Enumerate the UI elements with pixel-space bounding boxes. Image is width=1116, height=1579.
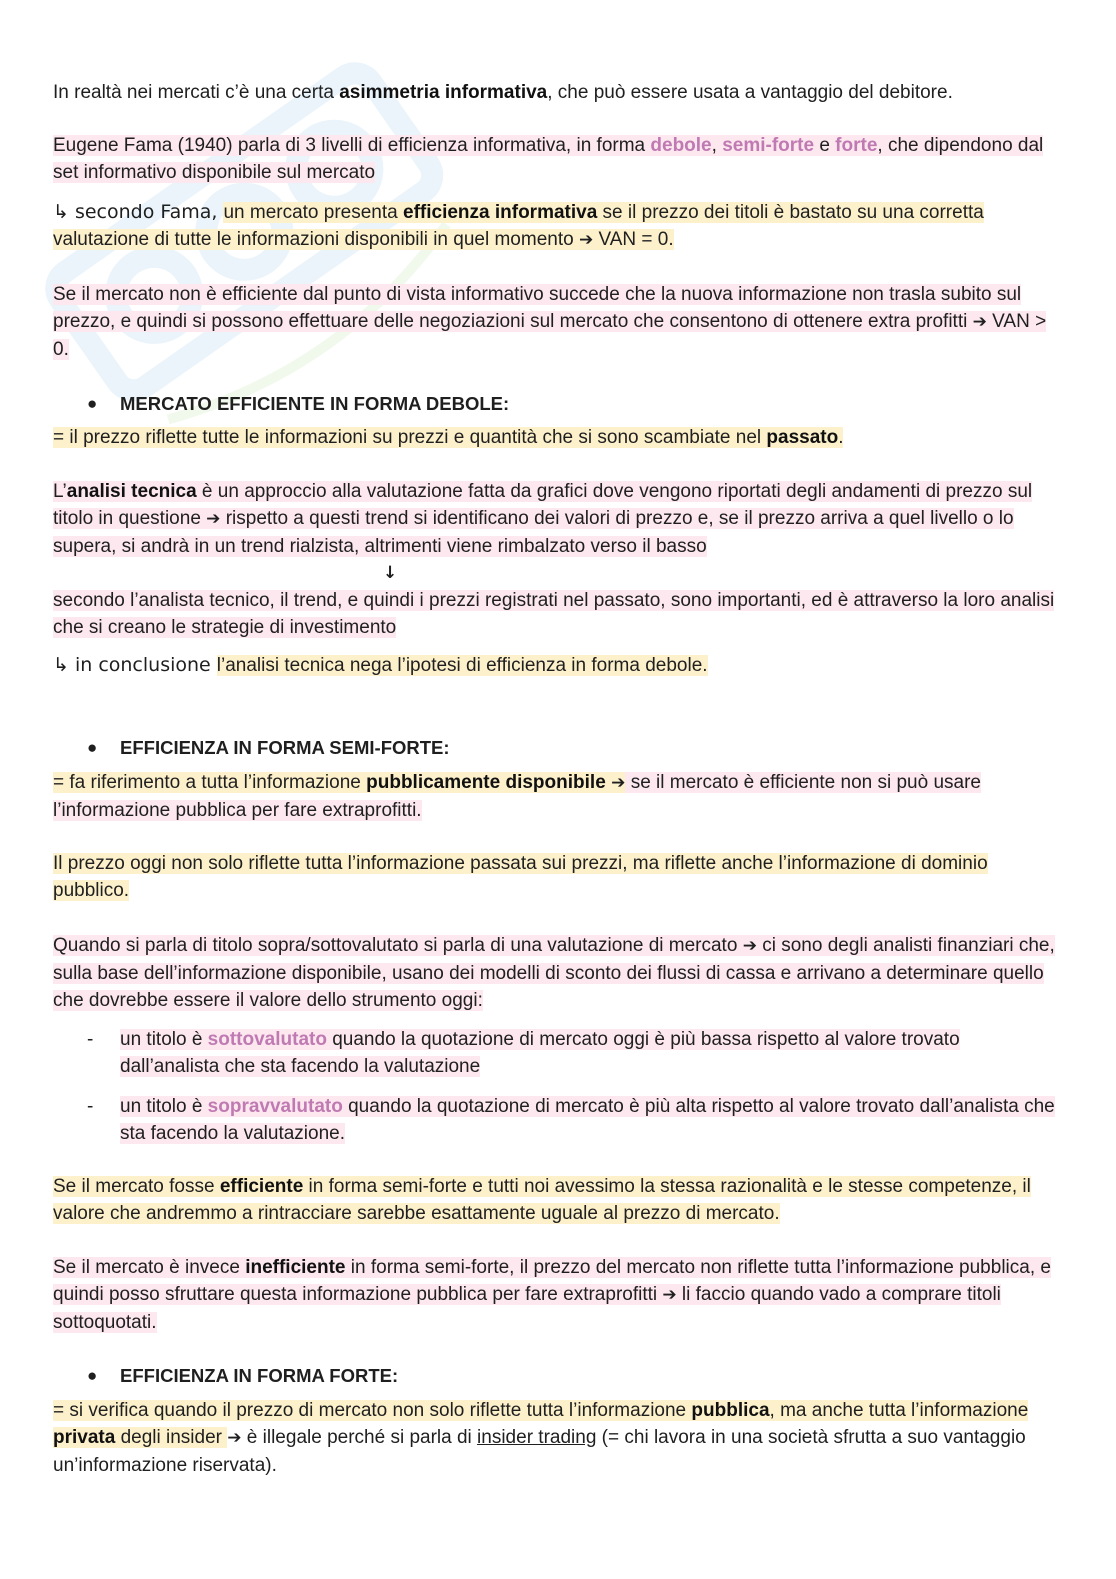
- down-arrow-icon: ↓: [383, 563, 398, 583]
- lead-arrow-text: ↳ secondo Fama,: [53, 201, 224, 223]
- heading-semi-strong-form: [87, 734, 450, 761]
- paragraph-weak-form-definition: [53, 424, 1065, 451]
- paragraph-conclusion: [53, 652, 1065, 679]
- heading-strong-form: [87, 1362, 399, 1389]
- keyword-sopravvalutato: sopravvalutato: [207, 1096, 343, 1117]
- text: Se il mercato è invece: [53, 1257, 246, 1278]
- bold-term: passato: [766, 427, 839, 448]
- text: L’: [53, 481, 67, 502]
- text: .: [838, 427, 844, 448]
- heading-text: EFFICIENZA IN FORMA SEMI-FORTE:: [120, 737, 450, 758]
- paragraph-inefficient-semi-strong: [53, 1254, 1065, 1336]
- bold-term: pubblicamente disponibile: [366, 772, 606, 793]
- keyword-debole: debole: [650, 135, 712, 156]
- bullet-icon: ●: [87, 1366, 98, 1385]
- text: è un approccio alla valutazione fatta da grafici dove vengono riportati degli andamenti di prezzo sul titolo in questione: [53, 481, 1033, 529]
- text: ,: [711, 135, 723, 156]
- text: Quando si parla di titolo sopra/sottovalutato si parla di una valutazione di mercato: [53, 935, 743, 956]
- text: (= chi lavora in una società sfrutta a suo vantaggio un’informazione riservata).: [53, 1427, 1026, 1476]
- keyword-semi-forte: semi-forte: [722, 135, 815, 156]
- text: , che può essere usata a vantaggio del debitore.: [547, 82, 953, 103]
- text: Il prezzo oggi non solo riflette tutta l’informazione passata sui prezzi, ma riflette anche l’informazione di dominio pubblico.: [53, 853, 988, 901]
- bullet-icon: ●: [87, 394, 98, 413]
- paragraph-strong-form-definition: [53, 1397, 1065, 1479]
- text: quando la quotazione di mercato è più alta rispetto al valore trovato dall’analista che sta facendo la valutazione.: [120, 1096, 1055, 1144]
- bold-term: pubblica: [691, 1400, 770, 1421]
- keyword-sottovalutato: sottovalutato: [207, 1029, 327, 1050]
- text: Se il mercato fosse: [53, 1176, 220, 1197]
- text: l’analisi tecnica nega l’ipotesi di efficienza in forma debole.: [216, 655, 708, 676]
- list-dash: -: [87, 1029, 94, 1050]
- bold-term: efficienza informativa: [403, 202, 598, 223]
- underlined-term-insider-trading: insider trading: [477, 1427, 597, 1448]
- text: = il prezzo riflette tutte le informazioni su prezzi e quantità che si sono scambiate nel: [53, 427, 767, 448]
- list-dash: -: [87, 1096, 94, 1117]
- heading-weak-form: [87, 390, 510, 417]
- right-arrow-icon: ➔: [578, 230, 594, 250]
- text: quando la quotazione di mercato oggi è più bassa rispetto al valore trovato dall’analista che sta facendo la valutazione: [120, 1029, 960, 1077]
- keyword-forte: forte: [835, 135, 878, 156]
- bold-term: asimmetria informativa: [339, 82, 548, 103]
- paragraph-fama-definition: [53, 199, 1065, 254]
- heading-text: EFFICIENZA IN FORMA FORTE:: [120, 1365, 399, 1386]
- text: un titolo è: [120, 1096, 208, 1117]
- bold-term: privata: [53, 1427, 116, 1448]
- paragraph-technical-analysis: [53, 478, 1065, 560]
- text: VAN = 0.: [593, 229, 674, 250]
- paragraph-technical-analyst: [53, 587, 1065, 641]
- paragraph-efficient-semi-strong: [53, 1173, 1065, 1227]
- lead-arrow-text: ↳ in conclusione: [53, 654, 217, 676]
- paragraph-inefficient-market: [53, 281, 1065, 363]
- text: , che dipendono dal set informativo disponibile sul mercato: [53, 135, 1044, 183]
- bold-term: inefficiente: [245, 1257, 346, 1278]
- text: li faccio quando vado a comprare titoli sottoquotati.: [53, 1284, 1001, 1333]
- text: è illegale perché si parla di: [241, 1427, 478, 1448]
- bold-term: efficiente: [219, 1176, 304, 1197]
- bold-term: analisi tecnica: [66, 481, 197, 502]
- list-item-undervalued: [120, 1026, 1060, 1080]
- text: in forma semi-forte, il prezzo del mercato non riflette tutta l’informazione pubblica, e quindi posso sfruttare questa informazione pubblica per fare extraprofitti: [53, 1257, 1051, 1305]
- paragraph-price-today: [53, 850, 1065, 904]
- heading-text: MERCATO EFFICIENTE IN FORMA DEBOLE:: [120, 393, 510, 414]
- text: secondo l’analista tecnico, il trend, e quindi i prezzi registrati nel passato, sono importanti, ed è attraverso la loro analisi che si creano le strategie di investimento: [53, 590, 1055, 638]
- text: rispetto a questi trend si identificano dei valori di prezzo e, se il prezzo arriva a quel livello o lo supera, si andrà in un trend rialzista, altrimenti viene rimbalzato verso il basso: [53, 508, 1014, 557]
- text: In realtà nei mercati c’è una certa: [53, 82, 340, 103]
- text: e: [814, 135, 836, 156]
- paragraph-semi-strong-definition: [53, 769, 1065, 824]
- text: un mercato presenta: [223, 202, 403, 223]
- paragraph-asymmetry: [53, 79, 1065, 106]
- right-arrow-icon: ➔: [605, 773, 626, 793]
- text: degli insider: [115, 1427, 228, 1448]
- text: un titolo è: [120, 1029, 208, 1050]
- paragraph-valuation: [53, 932, 1065, 1014]
- text: , ma anche tutta l’informazione: [769, 1400, 1029, 1421]
- text: ci sono degli analisti finanziari che, sulla base dell’informazione disponibile, usano dei modelli di sconto dei flussi di cassa e arrivano a determinare quello che dovrebbe essere il valore dello strumento oggi:: [53, 935, 1055, 1011]
- paragraph-fama-levels: [53, 132, 1065, 186]
- right-arrow-icon: ➔: [662, 1285, 677, 1305]
- text: Se il mercato non è efficiente dal punto di vista informativo succede che la nuova informazione non trasla subito sul prezzo, e quindi si possono effettuare delle negoziazioni sul mercato che consentono di ottenere extra profitti: [53, 284, 1022, 332]
- text: VAN > 0.: [53, 311, 1047, 360]
- text: = si verifica quando il prezzo di mercato non solo riflette tutta l’informazione: [53, 1400, 692, 1421]
- text: = fa riferimento a tutta l’informazione: [53, 772, 367, 793]
- right-arrow-icon: ➔: [742, 936, 757, 956]
- list-item-overvalued: [120, 1093, 1060, 1147]
- text: Eugene Fama (1940) parla di 3 livelli di efficienza informativa, in forma: [53, 135, 651, 156]
- right-arrow-icon: ➔: [972, 312, 987, 332]
- right-arrow-icon: ➔: [206, 509, 221, 529]
- text: se il prezzo dei titoli è bastato su una corretta valutazione di tutte le informazioni disponibili in quel momento: [53, 202, 984, 250]
- text: in forma semi-forte e tutti noi avessimo la stessa razionalità e le stesse competenze, il valore che andremmo a rintracciare sarebbe esattamente uguale al prezzo di mercato.: [53, 1176, 1031, 1224]
- text: se il mercato è efficiente non si può usare l’informazione pubblica per fare extraprofitti.: [53, 772, 981, 821]
- right-arrow-icon: ➔: [227, 1428, 242, 1448]
- bullet-icon: ●: [87, 738, 98, 757]
